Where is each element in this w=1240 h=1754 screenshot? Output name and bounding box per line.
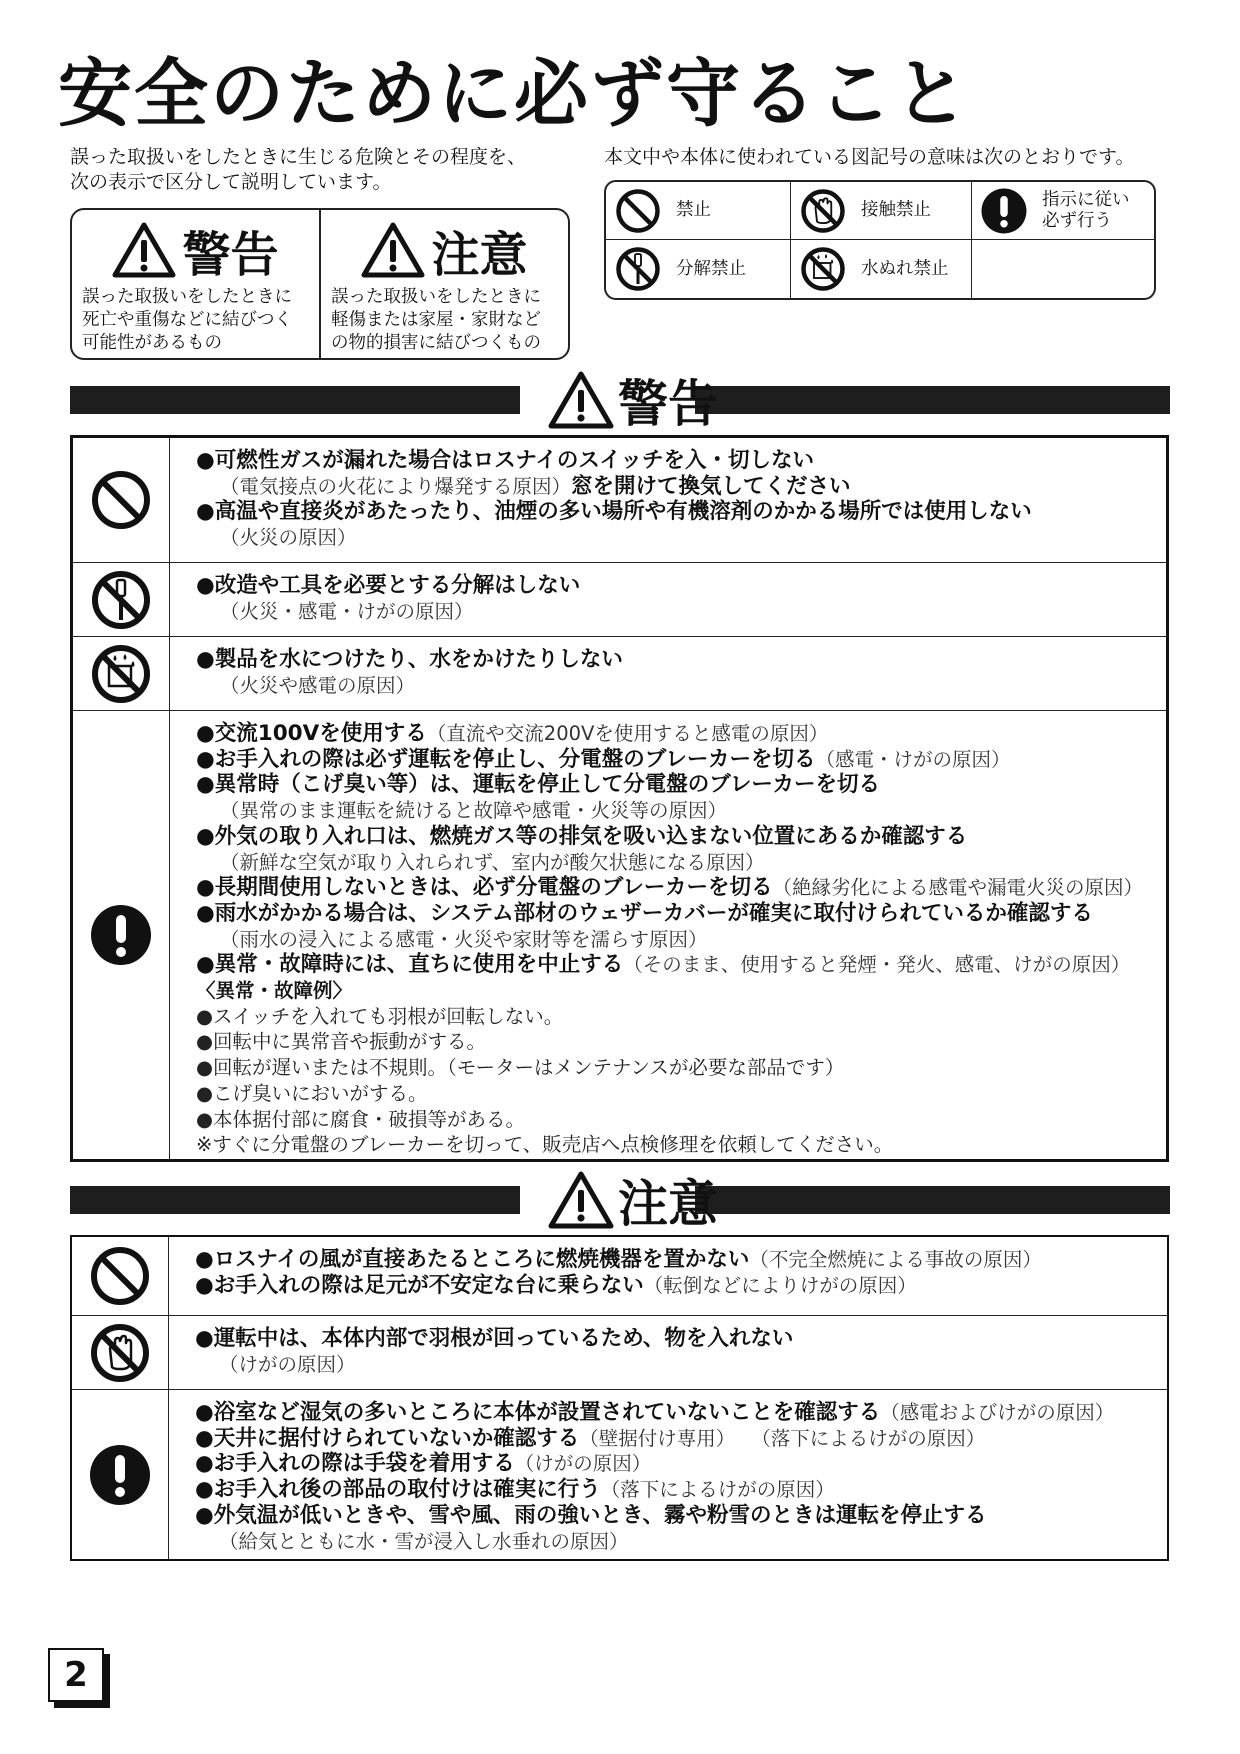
reason-text: （異常のまま運転を続けると故障や感電・火災等の原因）: [220, 799, 728, 823]
instruction-text: ●ロスナイの風が直接あたるところに燃焼機器を置かない: [195, 1247, 750, 1272]
legend-label: 分解禁止: [676, 258, 746, 279]
instruction-line: [196, 978, 1166, 1004]
row-icon-cell: [73, 711, 170, 1159]
row-icon-cell: [73, 563, 170, 636]
row-text: [169, 1237, 1167, 1315]
no-touch-icon: [799, 187, 847, 235]
row-text: [170, 563, 1166, 636]
intro-text-right: 本文中や本体に使われている図記号の意味は次のとおりです。: [604, 146, 1135, 168]
instruction-text: 〈異常・故障例〉: [196, 979, 353, 1003]
mandatory-icon: [980, 187, 1028, 235]
level-word: 注意: [431, 226, 528, 283]
instruction-line: [196, 1055, 1166, 1081]
instruction-line: [196, 499, 1166, 525]
warning-triangle-icon: [361, 221, 425, 279]
reason-text: （雨水の浸入による感電・火災や家財等を濡らす原因）: [220, 927, 708, 951]
legend-item: [606, 182, 791, 240]
instruction-line: [195, 1477, 1167, 1503]
reason-text: （感電・けがの原因）: [815, 747, 1011, 771]
legend-label: 水ぬれ禁止: [861, 258, 949, 279]
row-text: [169, 1390, 1167, 1559]
warning-triangle-icon: [548, 1170, 614, 1230]
instruction-line: [196, 927, 1166, 953]
reason-text: （けがの原因）: [514, 1452, 652, 1476]
prohibition-icon: [614, 187, 662, 235]
banner-heading: 注意: [618, 1175, 718, 1233]
instruction-line: [196, 772, 1166, 798]
instruction-text: ●お手入れ後の部品の取付けは確実に行う: [195, 1477, 601, 1503]
level-description: [331, 286, 558, 355]
row-icon-cell: [72, 1390, 169, 1559]
row-icon-cell: [73, 637, 170, 710]
instruction-line: [196, 525, 1166, 551]
instruction-line: [196, 875, 1166, 901]
banner-heading: 警告: [618, 375, 718, 433]
desc-line: 死亡や重傷などに結びつく: [82, 310, 292, 330]
legend-item: [791, 240, 972, 298]
instruction-text: ●高温や直接炎があたったり、油煙の多い場所や有機溶剤のかかる場所では使用しない: [196, 499, 1032, 525]
instruction-text: ●お手入れの際は足元が不安定な台に乗らない: [195, 1272, 644, 1298]
prohibition-icon: [88, 1244, 152, 1308]
reason-text: （火災・感電・けがの原因）: [220, 599, 474, 623]
instruction-line: [195, 1273, 1167, 1299]
instruction-line: [196, 798, 1166, 824]
instruction-text: ●お手入れの際は手袋を着用する: [195, 1451, 515, 1477]
safety-row: [73, 438, 1166, 562]
caution-table: [70, 1235, 1169, 1561]
legend-item: [791, 182, 972, 240]
row-icon-cell: [72, 1237, 169, 1315]
level-caution: [319, 210, 568, 358]
row-icon-cell: [72, 1316, 169, 1389]
instruction-line: [196, 474, 1166, 500]
legend-item: [972, 182, 1154, 240]
reason-text: （電気接点の火花により爆発する原因）: [220, 474, 572, 498]
instruction-text: ●異常時（こげ臭い等）は、運転を停止して分電盤のブレーカーを切る: [196, 772, 880, 798]
desc-line: 軽傷または家屋・家財など: [331, 310, 541, 330]
row-text: [169, 1316, 1167, 1389]
level-description: [82, 286, 309, 355]
legend-label: 接触禁止: [861, 200, 931, 220]
reason-text: （絶縁劣化による感電や漏電火災の原因）: [772, 876, 1143, 900]
instruction-line: [195, 1503, 1167, 1529]
warning-triangle-icon: [112, 221, 176, 279]
instruction-line: [195, 1400, 1167, 1426]
warning-table: [70, 435, 1169, 1162]
instruction-line: [195, 1426, 1167, 1452]
reason-text: （壁据付け専用） （落下によるけがの原因）: [579, 1426, 986, 1450]
intro-line: 誤った取扱いをしたときに生じる危険とその程度を、: [70, 146, 527, 168]
no-disassembly-icon: [614, 245, 662, 293]
reason-text: （新鮮な空気が取り入れられず、室内が酸欠状態になる原因）: [220, 850, 765, 874]
reason-text: ●回転が遅いまたは不規則。（モーターはメンテナンスが必要な部品です）: [196, 1056, 845, 1080]
instruction-line: [195, 1326, 1167, 1352]
row-text: [170, 438, 1166, 562]
safety-row: [73, 636, 1166, 710]
safety-row: [72, 1389, 1167, 1559]
reason-text: ※すぐに分電盤のブレーカーを切って、販売店へ点検修理を依頼してください。: [196, 1133, 894, 1157]
safety-row: [73, 562, 1166, 636]
reason-text: （そのまま、使用すると発煙・発火、感電、けがの原因）: [623, 953, 1131, 977]
instruction-line: [196, 721, 1166, 747]
instruction-text: ●外気の取り入れ口は、燃焼ガス等の排気を吸い込まない位置にあるか確認する: [196, 823, 968, 849]
instruction-text: ●運転中は、本体内部で羽根が回っているため、物を入れない: [195, 1326, 794, 1351]
instruction-line: [196, 1132, 1166, 1158]
reason-text: （直流や交流200Vを使用すると感電の原因）: [426, 722, 829, 745]
desc-line: 誤った取扱いをしたときに: [82, 287, 292, 307]
no-disassembly-icon: [89, 568, 153, 632]
legend-empty-cell: [972, 240, 1154, 298]
legend-label: 指示に従い 必ず行う: [1042, 189, 1130, 231]
reason-text: （転倒などによりけがの原因）: [643, 1273, 917, 1297]
desc-line: 誤った取扱いをしたときに: [331, 287, 541, 307]
instruction-text: ●外気温が低いときや、雪や風、雨の強いとき、霧や粉雪のときは運転を停止する: [195, 1502, 987, 1528]
instruction-line: [195, 1352, 1167, 1378]
hazard-level-box: [70, 208, 570, 360]
no-water-icon: [799, 245, 847, 293]
desc-line: 可能性があるもの: [82, 333, 222, 353]
instruction-line: [196, 901, 1166, 927]
instruction-line: [196, 747, 1166, 773]
reason-text: ●本体据付部に腐食・破損等がある。: [196, 1107, 526, 1131]
reason-text: （感電およびけがの原因）: [880, 1401, 1115, 1424]
safety-row: [72, 1315, 1167, 1389]
instruction-line: [196, 1107, 1166, 1133]
instruction-line: [195, 1247, 1167, 1273]
symbol-legend: [604, 180, 1156, 300]
legend-label: 禁止: [676, 200, 711, 220]
instruction-line: [196, 952, 1166, 978]
row-icon-cell: [73, 438, 170, 562]
no-touch-icon: [88, 1321, 152, 1385]
instruction-line: [196, 673, 1166, 699]
caution-banner: [70, 1170, 1170, 1233]
reason-text: ●スイッチを入れても羽根が回転しない。: [196, 1004, 564, 1028]
no-water-icon: [89, 642, 153, 706]
page-number: 2: [48, 1648, 104, 1702]
instruction-line: [196, 573, 1166, 599]
legend-item: [606, 240, 791, 298]
instruction-text: ●浴室など湿気の多いところに本体が設置されていないことを確認する: [195, 1400, 881, 1425]
reason-text: （火災の原因）: [220, 526, 357, 550]
instruction-line: [196, 850, 1166, 876]
reason-text: （落下によるけがの原因）: [600, 1478, 835, 1502]
instruction-text: ●長期間使用しないときは、必ず分電盤のブレーカーを切る: [196, 875, 773, 901]
page-title: 安全のために必ず守ること: [58, 51, 970, 137]
instruction-line: [195, 1529, 1167, 1555]
mandatory-icon: [89, 903, 153, 967]
row-text: [170, 711, 1166, 1159]
safety-row: [72, 1237, 1167, 1315]
instruction-text: ●異常・故障時には、直ちに使用を中止する: [196, 952, 624, 978]
warning-triangle-icon: [548, 370, 614, 430]
instruction-text: ●雨水がかかる場合は、システム部材のウェザーカバーが確実に取付けられているか確認する: [196, 900, 1093, 926]
row-text: [170, 637, 1166, 710]
instruction-text: ●可燃性ガスが漏れた場合はロスナイのスイッチを入・切しない: [196, 448, 814, 473]
reason-text: ●回転中に異常音や振動がする。: [196, 1030, 487, 1054]
level-warning: [72, 210, 319, 358]
instruction-text: 窓を開けて換気してください: [571, 473, 851, 499]
instruction-text: ●お手入れの際は必ず運転を停止し、分電盤のブレーカーを切る: [196, 746, 816, 772]
instruction-line: [195, 1451, 1167, 1477]
instruction-text: ●天井に据付けられていないか確認する: [195, 1425, 580, 1451]
instruction-line: [196, 1029, 1166, 1055]
instruction-line: [196, 824, 1166, 850]
instruction-text: ●製品を水につけたり、水をかけたりしない: [196, 647, 623, 672]
instruction-text: ●改造や工具を必要とする分解はしない: [196, 573, 581, 598]
intro-text-left: [70, 145, 526, 195]
instruction-line: [196, 647, 1166, 673]
instruction-line: [196, 1004, 1166, 1030]
instruction-line: [196, 1081, 1166, 1107]
instruction-text: ●交流100Vを使用する: [196, 721, 427, 746]
instruction-line: [196, 599, 1166, 625]
reason-text: （火災や感電の原因）: [220, 673, 416, 697]
reason-text: （不完全燃焼による事故の原因）: [749, 1248, 1042, 1271]
reason-text: （けがの原因）: [219, 1352, 356, 1376]
desc-line: の物的損害に結びつくもの: [331, 333, 541, 353]
warning-banner: [70, 370, 1170, 433]
safety-row: [73, 710, 1166, 1159]
reason-text: ●こげ臭いにおいがする。: [196, 1081, 428, 1105]
instruction-line: [196, 448, 1166, 474]
reason-text: （給気とともに水・雪が浸入し水垂れの原因）: [219, 1529, 629, 1553]
prohibition-icon: [89, 468, 153, 532]
level-word: 警告: [182, 226, 279, 283]
mandatory-icon: [88, 1443, 152, 1507]
intro-line: 次の表示で区分して説明しています。: [70, 171, 392, 193]
